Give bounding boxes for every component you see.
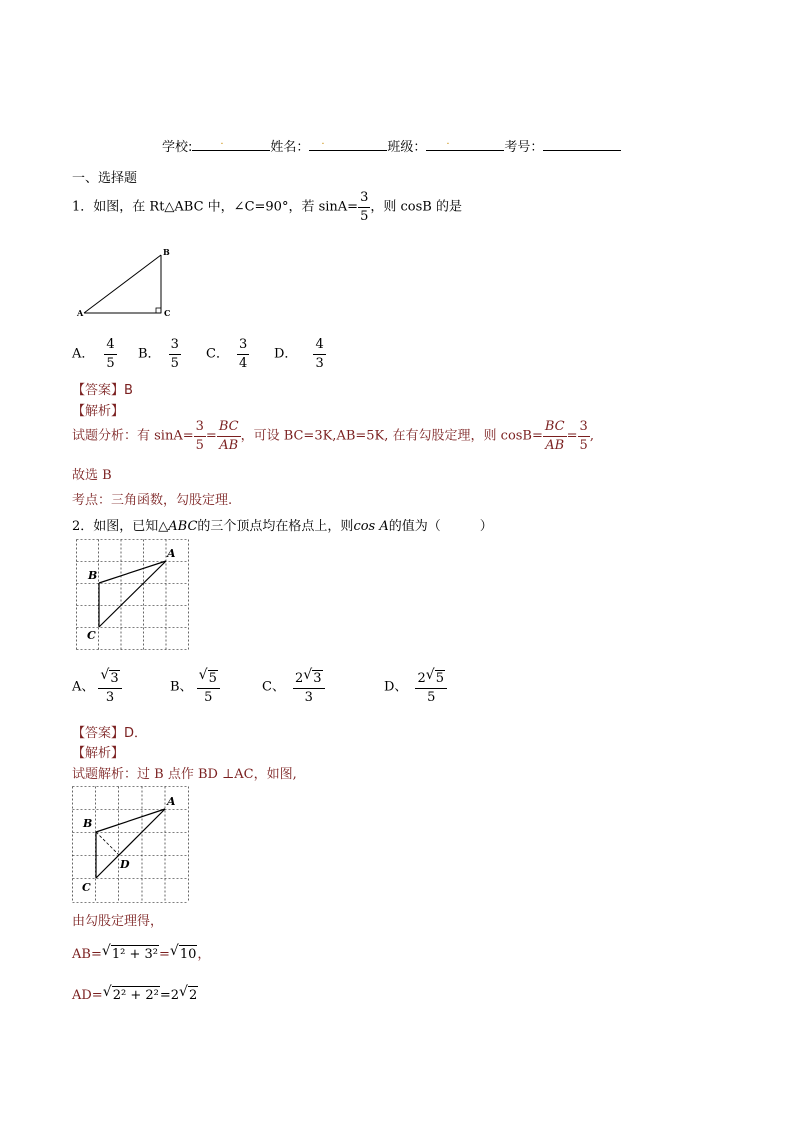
name-field[interactable]: . [309, 138, 387, 151]
q1-options [72, 338, 342, 370]
name-label: 姓名： [270, 140, 310, 155]
header-line [162, 136, 621, 155]
q2-solution-label-a: A [167, 795, 176, 808]
q2-pythag-text: 由勾股定理得， [72, 914, 164, 929]
q1-label-b: B [163, 247, 170, 257]
q2-option-a[interactable]: A、 √ 3 3 [72, 670, 170, 704]
q2-label-a: A [167, 547, 176, 560]
q2-solution-label-b: B [83, 817, 93, 830]
q2-solution-label-c: C [82, 881, 91, 894]
q2-options [72, 667, 474, 705]
q1-label-a: A [77, 308, 84, 318]
q2-answer: 【答案】D． [72, 726, 148, 741]
question-2-stem: 2．如图，已知△ABC的三个顶点均在格点上，则cos A的值为（ ） [72, 519, 493, 534]
q1-answer: 【答案】B [72, 383, 133, 398]
q1-option-c[interactable]: C． $\frac{3}{4}$ [206, 337, 248, 371]
exam-no-field[interactable] [543, 138, 621, 151]
q1-stem-prefix: 1．如图，在 Rt△ABC 中，∠C=90°，若 sinA= [72, 199, 359, 215]
q2-ad-equation: AD= √ 2² + 2²=2 √ 2 [72, 984, 198, 1003]
question-1-stem [72, 191, 462, 223]
q2-grid-figure [76, 539, 190, 651]
class-field[interactable]: . [426, 138, 504, 151]
q1-stem-suffix: ，则 cosB 的是 [370, 199, 462, 215]
q1-option-a[interactable]: A． $\frac{4}{5}$ [72, 337, 115, 371]
section-title: 一、选择题 [72, 171, 138, 186]
q1-conclusion: 故选 B [72, 468, 112, 483]
q2-label-b: B [88, 569, 98, 582]
q1-triangle-figure [74, 244, 184, 322]
q1-option-d[interactable]: D． $\frac{4}{3}$ [274, 337, 324, 371]
q2-analysis-label: 【解析】 [72, 746, 125, 761]
q2-option-d[interactable]: D、 2 √ 5 5 [384, 670, 474, 704]
q1-analysis-label: 【解析】 [72, 404, 125, 419]
class-label: 班级： [387, 140, 427, 155]
q1-option-b[interactable]: B． $\frac{3}{5}$ [138, 337, 179, 371]
q1-label-c: C [164, 308, 171, 318]
q2-option-b[interactable]: B、 √ 5 5 [170, 670, 262, 704]
q1-point: 考点：三角函数，勾股定理. [72, 493, 233, 508]
q2-solution-figure [72, 786, 190, 904]
q1-analysis: 试题分析：有 sinA= $\frac{3}{5}$ = $\frac{BC}{AB}$ ，可设 BC=3K,AB=5K, 在有勾股定理，则 cosB= $\frac{BC}{AB}$ = $\frac{3}{5}$ , [72, 419, 594, 453]
q2-solution-label-d: D [120, 858, 130, 871]
q1-stem-fraction: $\frac{3}{5}$ [360, 190, 369, 224]
school-label: 学校: [162, 140, 193, 155]
school-field[interactable]: . [192, 138, 270, 151]
q2-ab-equation: AB= √ 1² + 3²= √ 10， [72, 943, 211, 962]
exam-no-label: 考号： [504, 140, 544, 155]
q2-option-c[interactable]: C、 2 √ 3 3 [262, 670, 384, 704]
q2-label-c: C [87, 629, 96, 642]
q2-analysis-text: 试题解析：过 B 点作 BD ⊥AC，如图, [72, 767, 297, 782]
